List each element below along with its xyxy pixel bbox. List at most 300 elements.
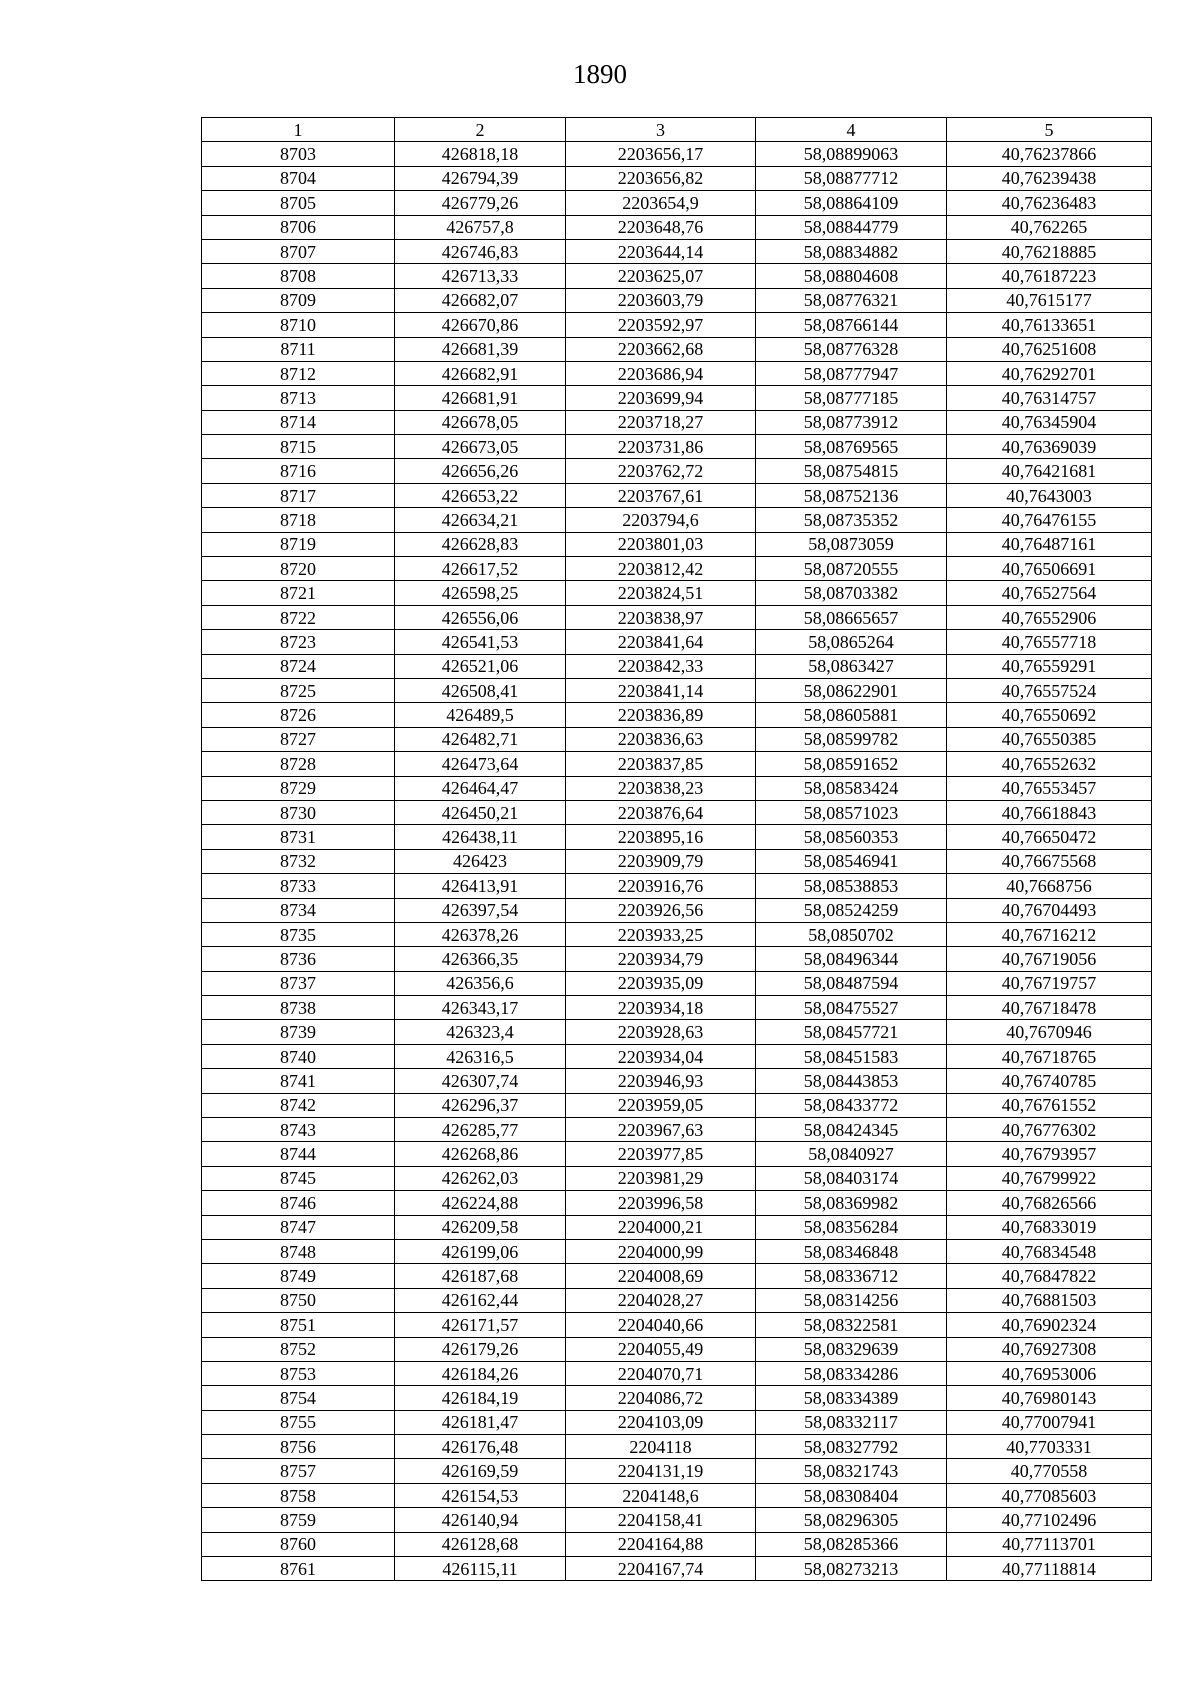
y-coordinate-cell: 2203794,6 bbox=[566, 508, 756, 532]
latitude-cell: 58,08804608 bbox=[756, 264, 947, 288]
point-number-cell: 8731 bbox=[202, 825, 395, 849]
point-number-cell: 8703 bbox=[202, 142, 395, 166]
x-coordinate-cell: 426656,26 bbox=[395, 459, 566, 483]
point-number-cell: 8748 bbox=[202, 1239, 395, 1263]
table-row bbox=[202, 654, 1152, 678]
column-header: 1 bbox=[202, 118, 395, 142]
x-coordinate-cell: 426464,47 bbox=[395, 776, 566, 800]
y-coordinate-cell: 2203838,97 bbox=[566, 605, 756, 629]
table-row bbox=[202, 215, 1152, 239]
latitude-cell: 58,08571023 bbox=[756, 800, 947, 824]
latitude-cell: 58,08769565 bbox=[756, 435, 947, 459]
y-coordinate-cell: 2203933,25 bbox=[566, 922, 756, 946]
table-row bbox=[202, 1361, 1152, 1385]
column-header: 5 bbox=[947, 118, 1152, 142]
longitude-cell: 40,7615177 bbox=[947, 288, 1152, 312]
longitude-cell: 40,770558 bbox=[947, 1459, 1152, 1483]
longitude-cell: 40,76236483 bbox=[947, 191, 1152, 215]
y-coordinate-cell: 2203648,76 bbox=[566, 215, 756, 239]
x-coordinate-cell: 426713,33 bbox=[395, 264, 566, 288]
table-row bbox=[202, 459, 1152, 483]
table-row bbox=[202, 435, 1152, 459]
latitude-cell: 58,08583424 bbox=[756, 776, 947, 800]
x-coordinate-cell: 426818,18 bbox=[395, 142, 566, 166]
longitude-cell: 40,76618843 bbox=[947, 800, 1152, 824]
x-coordinate-cell: 426489,5 bbox=[395, 703, 566, 727]
point-number-cell: 8719 bbox=[202, 532, 395, 556]
x-coordinate-cell: 426378,26 bbox=[395, 922, 566, 946]
table-row bbox=[202, 1215, 1152, 1239]
y-coordinate-cell: 2204148,6 bbox=[566, 1483, 756, 1507]
longitude-cell: 40,76718765 bbox=[947, 1044, 1152, 1068]
longitude-cell: 40,76133651 bbox=[947, 313, 1152, 337]
table-row bbox=[202, 1483, 1152, 1507]
y-coordinate-cell: 2203977,85 bbox=[566, 1142, 756, 1166]
latitude-cell: 58,08322581 bbox=[756, 1313, 947, 1337]
longitude-cell: 40,76314757 bbox=[947, 386, 1152, 410]
latitude-cell: 58,08443853 bbox=[756, 1069, 947, 1093]
table-row bbox=[202, 874, 1152, 898]
y-coordinate-cell: 2203876,64 bbox=[566, 800, 756, 824]
table-row bbox=[202, 191, 1152, 215]
latitude-cell: 58,0863427 bbox=[756, 654, 947, 678]
table-row bbox=[202, 1020, 1152, 1044]
x-coordinate-cell: 426316,5 bbox=[395, 1044, 566, 1068]
table-row bbox=[202, 337, 1152, 361]
table-row bbox=[202, 971, 1152, 995]
y-coordinate-cell: 2203801,03 bbox=[566, 532, 756, 556]
longitude-cell: 40,76881503 bbox=[947, 1288, 1152, 1312]
y-coordinate-cell: 2203909,79 bbox=[566, 849, 756, 873]
longitude-cell: 40,77118814 bbox=[947, 1557, 1152, 1581]
latitude-cell: 58,08524259 bbox=[756, 898, 947, 922]
y-coordinate-cell: 2203812,42 bbox=[566, 557, 756, 581]
latitude-cell: 58,08665657 bbox=[756, 605, 947, 629]
point-number-cell: 8753 bbox=[202, 1361, 395, 1385]
latitude-cell: 58,08538853 bbox=[756, 874, 947, 898]
x-coordinate-cell: 426673,05 bbox=[395, 435, 566, 459]
table-body bbox=[202, 142, 1152, 1581]
point-number-cell: 8758 bbox=[202, 1483, 395, 1507]
point-number-cell: 8741 bbox=[202, 1069, 395, 1093]
table-row bbox=[202, 605, 1152, 629]
point-number-cell: 8708 bbox=[202, 264, 395, 288]
table-row bbox=[202, 166, 1152, 190]
point-number-cell: 8713 bbox=[202, 386, 395, 410]
longitude-cell: 40,76251608 bbox=[947, 337, 1152, 361]
longitude-cell: 40,76719056 bbox=[947, 947, 1152, 971]
table-row bbox=[202, 1532, 1152, 1556]
point-number-cell: 8732 bbox=[202, 849, 395, 873]
point-number-cell: 8749 bbox=[202, 1264, 395, 1288]
table-row bbox=[202, 1118, 1152, 1142]
y-coordinate-cell: 2203625,07 bbox=[566, 264, 756, 288]
longitude-cell: 40,762265 bbox=[947, 215, 1152, 239]
x-coordinate-cell: 426343,17 bbox=[395, 996, 566, 1020]
latitude-cell: 58,08487594 bbox=[756, 971, 947, 995]
latitude-cell: 58,08285366 bbox=[756, 1532, 947, 1556]
point-number-cell: 8744 bbox=[202, 1142, 395, 1166]
y-coordinate-cell: 2204103,09 bbox=[566, 1410, 756, 1434]
point-number-cell: 8761 bbox=[202, 1557, 395, 1581]
x-coordinate-cell: 426179,26 bbox=[395, 1337, 566, 1361]
y-coordinate-cell: 2203656,17 bbox=[566, 142, 756, 166]
y-coordinate-cell: 2203967,63 bbox=[566, 1118, 756, 1142]
point-number-cell: 8736 bbox=[202, 947, 395, 971]
y-coordinate-cell: 2203895,16 bbox=[566, 825, 756, 849]
table-row bbox=[202, 1239, 1152, 1263]
latitude-cell: 58,08546941 bbox=[756, 849, 947, 873]
longitude-cell: 40,76552906 bbox=[947, 605, 1152, 629]
longitude-cell: 40,76719757 bbox=[947, 971, 1152, 995]
latitude-cell: 58,0873059 bbox=[756, 532, 947, 556]
coordinates-table bbox=[201, 117, 1152, 1581]
y-coordinate-cell: 2203731,86 bbox=[566, 435, 756, 459]
x-coordinate-cell: 426682,91 bbox=[395, 361, 566, 385]
latitude-cell: 58,08475527 bbox=[756, 996, 947, 1020]
latitude-cell: 58,08703382 bbox=[756, 581, 947, 605]
longitude-cell: 40,76761552 bbox=[947, 1093, 1152, 1117]
longitude-cell: 40,76559291 bbox=[947, 654, 1152, 678]
table-row bbox=[202, 508, 1152, 532]
y-coordinate-cell: 2203699,94 bbox=[566, 386, 756, 410]
point-number-cell: 8724 bbox=[202, 654, 395, 678]
x-coordinate-cell: 426450,21 bbox=[395, 800, 566, 824]
table-row bbox=[202, 483, 1152, 507]
y-coordinate-cell: 2203762,72 bbox=[566, 459, 756, 483]
point-number-cell: 8751 bbox=[202, 1313, 395, 1337]
table-row bbox=[202, 727, 1152, 751]
x-coordinate-cell: 426541,53 bbox=[395, 630, 566, 654]
y-coordinate-cell: 2203718,27 bbox=[566, 410, 756, 434]
point-number-cell: 8704 bbox=[202, 166, 395, 190]
x-coordinate-cell: 426482,71 bbox=[395, 727, 566, 751]
table-row bbox=[202, 313, 1152, 337]
latitude-cell: 58,08336712 bbox=[756, 1264, 947, 1288]
latitude-cell: 58,08334389 bbox=[756, 1386, 947, 1410]
column-header: 4 bbox=[756, 118, 947, 142]
x-coordinate-cell: 426413,91 bbox=[395, 874, 566, 898]
point-number-cell: 8726 bbox=[202, 703, 395, 727]
table-row bbox=[202, 1191, 1152, 1215]
latitude-cell: 58,08314256 bbox=[756, 1288, 947, 1312]
x-coordinate-cell: 426366,35 bbox=[395, 947, 566, 971]
x-coordinate-cell: 426556,06 bbox=[395, 605, 566, 629]
x-coordinate-cell: 426634,21 bbox=[395, 508, 566, 532]
table-row bbox=[202, 142, 1152, 166]
latitude-cell: 58,08605881 bbox=[756, 703, 947, 727]
latitude-cell: 58,08308404 bbox=[756, 1483, 947, 1507]
longitude-cell: 40,76187223 bbox=[947, 264, 1152, 288]
latitude-cell: 58,08844779 bbox=[756, 215, 947, 239]
table-row bbox=[202, 1166, 1152, 1190]
longitude-cell: 40,76506691 bbox=[947, 557, 1152, 581]
latitude-cell: 58,08899063 bbox=[756, 142, 947, 166]
longitude-cell: 40,76826566 bbox=[947, 1191, 1152, 1215]
point-number-cell: 8747 bbox=[202, 1215, 395, 1239]
y-coordinate-cell: 2203928,63 bbox=[566, 1020, 756, 1044]
table-row bbox=[202, 1386, 1152, 1410]
table-row bbox=[202, 630, 1152, 654]
table-row bbox=[202, 678, 1152, 702]
point-number-cell: 8723 bbox=[202, 630, 395, 654]
table-row bbox=[202, 1313, 1152, 1337]
latitude-cell: 58,08327792 bbox=[756, 1435, 947, 1459]
latitude-cell: 58,0840927 bbox=[756, 1142, 947, 1166]
latitude-cell: 58,08735352 bbox=[756, 508, 947, 532]
longitude-cell: 40,7643003 bbox=[947, 483, 1152, 507]
table-row bbox=[202, 1557, 1152, 1581]
y-coordinate-cell: 2203654,9 bbox=[566, 191, 756, 215]
x-coordinate-cell: 426128,68 bbox=[395, 1532, 566, 1556]
x-coordinate-cell: 426794,39 bbox=[395, 166, 566, 190]
x-coordinate-cell: 426285,77 bbox=[395, 1118, 566, 1142]
x-coordinate-cell: 426670,86 bbox=[395, 313, 566, 337]
y-coordinate-cell: 2204040,66 bbox=[566, 1313, 756, 1337]
x-coordinate-cell: 426653,22 bbox=[395, 483, 566, 507]
longitude-cell: 40,76552632 bbox=[947, 752, 1152, 776]
longitude-cell: 40,76718478 bbox=[947, 996, 1152, 1020]
y-coordinate-cell: 2203603,79 bbox=[566, 288, 756, 312]
longitude-cell: 40,77102496 bbox=[947, 1508, 1152, 1532]
y-coordinate-cell: 2203662,68 bbox=[566, 337, 756, 361]
latitude-cell: 58,08433772 bbox=[756, 1093, 947, 1117]
point-number-cell: 8714 bbox=[202, 410, 395, 434]
table-row bbox=[202, 1069, 1152, 1093]
point-number-cell: 8722 bbox=[202, 605, 395, 629]
x-coordinate-cell: 426757,8 bbox=[395, 215, 566, 239]
latitude-cell: 58,08752136 bbox=[756, 483, 947, 507]
longitude-cell: 40,77113701 bbox=[947, 1532, 1152, 1556]
point-number-cell: 8705 bbox=[202, 191, 395, 215]
latitude-cell: 58,08776321 bbox=[756, 288, 947, 312]
table-row bbox=[202, 1093, 1152, 1117]
y-coordinate-cell: 2203656,82 bbox=[566, 166, 756, 190]
y-coordinate-cell: 2203824,51 bbox=[566, 581, 756, 605]
longitude-cell: 40,7668756 bbox=[947, 874, 1152, 898]
table-row bbox=[202, 239, 1152, 263]
longitude-cell: 40,76740785 bbox=[947, 1069, 1152, 1093]
x-coordinate-cell: 426140,94 bbox=[395, 1508, 566, 1532]
latitude-cell: 58,08776328 bbox=[756, 337, 947, 361]
latitude-cell: 58,08451583 bbox=[756, 1044, 947, 1068]
table-row bbox=[202, 410, 1152, 434]
point-number-cell: 8746 bbox=[202, 1191, 395, 1215]
longitude-cell: 40,76650472 bbox=[947, 825, 1152, 849]
x-coordinate-cell: 426617,52 bbox=[395, 557, 566, 581]
latitude-cell: 58,08334286 bbox=[756, 1361, 947, 1385]
latitude-cell: 58,08720555 bbox=[756, 557, 947, 581]
y-coordinate-cell: 2204158,41 bbox=[566, 1508, 756, 1532]
x-coordinate-cell: 426678,05 bbox=[395, 410, 566, 434]
longitude-cell: 40,76421681 bbox=[947, 459, 1152, 483]
longitude-cell: 40,76237866 bbox=[947, 142, 1152, 166]
y-coordinate-cell: 2204008,69 bbox=[566, 1264, 756, 1288]
latitude-cell: 58,0865264 bbox=[756, 630, 947, 654]
point-number-cell: 8737 bbox=[202, 971, 395, 995]
point-number-cell: 8760 bbox=[202, 1532, 395, 1556]
table-row bbox=[202, 800, 1152, 824]
x-coordinate-cell: 426356,6 bbox=[395, 971, 566, 995]
point-number-cell: 8706 bbox=[202, 215, 395, 239]
y-coordinate-cell: 2203767,61 bbox=[566, 483, 756, 507]
x-coordinate-cell: 426682,07 bbox=[395, 288, 566, 312]
longitude-cell: 40,77085603 bbox=[947, 1483, 1152, 1507]
longitude-cell: 40,76716212 bbox=[947, 922, 1152, 946]
latitude-cell: 58,08834882 bbox=[756, 239, 947, 263]
table-row bbox=[202, 752, 1152, 776]
point-number-cell: 8738 bbox=[202, 996, 395, 1020]
x-coordinate-cell: 426169,59 bbox=[395, 1459, 566, 1483]
point-number-cell: 8757 bbox=[202, 1459, 395, 1483]
y-coordinate-cell: 2203934,18 bbox=[566, 996, 756, 1020]
longitude-cell: 40,7670946 bbox=[947, 1020, 1152, 1044]
y-coordinate-cell: 2204070,71 bbox=[566, 1361, 756, 1385]
longitude-cell: 40,76527564 bbox=[947, 581, 1152, 605]
point-number-cell: 8710 bbox=[202, 313, 395, 337]
y-coordinate-cell: 2203836,89 bbox=[566, 703, 756, 727]
point-number-cell: 8739 bbox=[202, 1020, 395, 1044]
y-coordinate-cell: 2203836,63 bbox=[566, 727, 756, 751]
x-coordinate-cell: 426681,39 bbox=[395, 337, 566, 361]
longitude-cell: 40,76550385 bbox=[947, 727, 1152, 751]
table-row bbox=[202, 1264, 1152, 1288]
point-number-cell: 8729 bbox=[202, 776, 395, 800]
point-number-cell: 8728 bbox=[202, 752, 395, 776]
table-row bbox=[202, 264, 1152, 288]
x-coordinate-cell: 426681,91 bbox=[395, 386, 566, 410]
latitude-cell: 58,08356284 bbox=[756, 1215, 947, 1239]
latitude-cell: 58,08599782 bbox=[756, 727, 947, 751]
x-coordinate-cell: 426779,26 bbox=[395, 191, 566, 215]
table-row bbox=[202, 1459, 1152, 1483]
x-coordinate-cell: 426473,64 bbox=[395, 752, 566, 776]
point-number-cell: 8716 bbox=[202, 459, 395, 483]
x-coordinate-cell: 426508,41 bbox=[395, 678, 566, 702]
y-coordinate-cell: 2203946,93 bbox=[566, 1069, 756, 1093]
x-coordinate-cell: 426307,74 bbox=[395, 1069, 566, 1093]
longitude-cell: 40,76487161 bbox=[947, 532, 1152, 556]
y-coordinate-cell: 2204055,49 bbox=[566, 1337, 756, 1361]
x-coordinate-cell: 426162,44 bbox=[395, 1288, 566, 1312]
y-coordinate-cell: 2204028,27 bbox=[566, 1288, 756, 1312]
longitude-cell: 40,76345904 bbox=[947, 410, 1152, 434]
latitude-cell: 58,08346848 bbox=[756, 1239, 947, 1263]
x-coordinate-cell: 426323,4 bbox=[395, 1020, 566, 1044]
point-number-cell: 8711 bbox=[202, 337, 395, 361]
x-coordinate-cell: 426628,83 bbox=[395, 532, 566, 556]
table-row bbox=[202, 1508, 1152, 1532]
longitude-cell: 40,76675568 bbox=[947, 849, 1152, 873]
longitude-cell: 40,76793957 bbox=[947, 1142, 1152, 1166]
column-header: 3 bbox=[566, 118, 756, 142]
longitude-cell: 40,76553457 bbox=[947, 776, 1152, 800]
longitude-cell: 40,7703331 bbox=[947, 1435, 1152, 1459]
x-coordinate-cell: 426176,48 bbox=[395, 1435, 566, 1459]
y-coordinate-cell: 2203842,33 bbox=[566, 654, 756, 678]
longitude-cell: 40,76557524 bbox=[947, 678, 1152, 702]
table-row bbox=[202, 1142, 1152, 1166]
point-number-cell: 8720 bbox=[202, 557, 395, 581]
longitude-cell: 40,76292701 bbox=[947, 361, 1152, 385]
y-coordinate-cell: 2204167,74 bbox=[566, 1557, 756, 1581]
table-row bbox=[202, 361, 1152, 385]
point-number-cell: 8754 bbox=[202, 1386, 395, 1410]
latitude-cell: 58,08622901 bbox=[756, 678, 947, 702]
latitude-cell: 58,08332117 bbox=[756, 1410, 947, 1434]
latitude-cell: 58,08777185 bbox=[756, 386, 947, 410]
point-number-cell: 8743 bbox=[202, 1118, 395, 1142]
point-number-cell: 8717 bbox=[202, 483, 395, 507]
x-coordinate-cell: 426296,37 bbox=[395, 1093, 566, 1117]
x-coordinate-cell: 426199,06 bbox=[395, 1239, 566, 1263]
table-row bbox=[202, 898, 1152, 922]
point-number-cell: 8727 bbox=[202, 727, 395, 751]
table-row bbox=[202, 825, 1152, 849]
longitude-cell: 40,76239438 bbox=[947, 166, 1152, 190]
y-coordinate-cell: 2203981,29 bbox=[566, 1166, 756, 1190]
x-coordinate-cell: 426397,54 bbox=[395, 898, 566, 922]
y-coordinate-cell: 2203959,05 bbox=[566, 1093, 756, 1117]
longitude-cell: 40,76557718 bbox=[947, 630, 1152, 654]
point-number-cell: 8721 bbox=[202, 581, 395, 605]
y-coordinate-cell: 2204000,99 bbox=[566, 1239, 756, 1263]
y-coordinate-cell: 2203916,76 bbox=[566, 874, 756, 898]
y-coordinate-cell: 2204118 bbox=[566, 1435, 756, 1459]
longitude-cell: 40,76476155 bbox=[947, 508, 1152, 532]
table-row bbox=[202, 532, 1152, 556]
point-number-cell: 8715 bbox=[202, 435, 395, 459]
point-number-cell: 8735 bbox=[202, 922, 395, 946]
point-number-cell: 8740 bbox=[202, 1044, 395, 1068]
x-coordinate-cell: 426746,83 bbox=[395, 239, 566, 263]
latitude-cell: 58,08321743 bbox=[756, 1459, 947, 1483]
point-number-cell: 8725 bbox=[202, 678, 395, 702]
point-number-cell: 8742 bbox=[202, 1093, 395, 1117]
y-coordinate-cell: 2203592,97 bbox=[566, 313, 756, 337]
point-number-cell: 8734 bbox=[202, 898, 395, 922]
point-number-cell: 8733 bbox=[202, 874, 395, 898]
point-number-cell: 8707 bbox=[202, 239, 395, 263]
x-coordinate-cell: 426423 bbox=[395, 849, 566, 873]
latitude-cell: 58,08777947 bbox=[756, 361, 947, 385]
longitude-cell: 40,76980143 bbox=[947, 1386, 1152, 1410]
latitude-cell: 58,08273213 bbox=[756, 1557, 947, 1581]
latitude-cell: 58,08766144 bbox=[756, 313, 947, 337]
table-header-row bbox=[202, 118, 1152, 142]
longitude-cell: 40,77007941 bbox=[947, 1410, 1152, 1434]
latitude-cell: 58,08773912 bbox=[756, 410, 947, 434]
point-number-cell: 8759 bbox=[202, 1508, 395, 1532]
y-coordinate-cell: 2203934,79 bbox=[566, 947, 756, 971]
longitude-cell: 40,76953006 bbox=[947, 1361, 1152, 1385]
longitude-cell: 40,76902324 bbox=[947, 1313, 1152, 1337]
point-number-cell: 8755 bbox=[202, 1410, 395, 1434]
latitude-cell: 58,0850702 bbox=[756, 922, 947, 946]
latitude-cell: 58,08864109 bbox=[756, 191, 947, 215]
longitude-cell: 40,76847822 bbox=[947, 1264, 1152, 1288]
table-row bbox=[202, 557, 1152, 581]
table-row bbox=[202, 1288, 1152, 1312]
point-number-cell: 8756 bbox=[202, 1435, 395, 1459]
x-coordinate-cell: 426154,53 bbox=[395, 1483, 566, 1507]
table-row bbox=[202, 1337, 1152, 1361]
table-row bbox=[202, 1410, 1152, 1434]
latitude-cell: 58,08369982 bbox=[756, 1191, 947, 1215]
point-number-cell: 8718 bbox=[202, 508, 395, 532]
x-coordinate-cell: 426181,47 bbox=[395, 1410, 566, 1434]
x-coordinate-cell: 426224,88 bbox=[395, 1191, 566, 1215]
